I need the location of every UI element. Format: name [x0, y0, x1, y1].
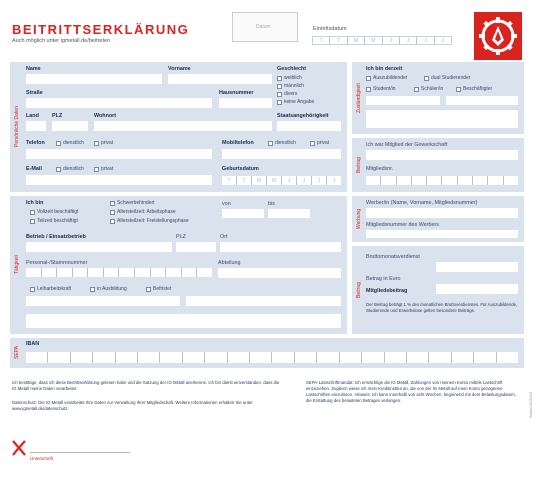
name-label: Name: [26, 66, 41, 72]
mitgliedsbeitrag-label: Mitgliedsbeitrag: [366, 288, 408, 294]
mitgliedsbeitrag-input[interactable]: [436, 284, 518, 294]
footer-consent-text: Ich bestätige, dass ich diese Beitrittserklärung gelesen habe und die Satzung der IG Metall anerkenne. Ich bin damit einverstanden, dass die IG Metall meine Daten verarbeitet.: [12, 380, 280, 391]
input-cell[interactable]: [458, 176, 473, 185]
input-cell[interactable]: [272, 352, 294, 363]
abteilung-label: Abteilung: [218, 260, 241, 266]
taetigkeit-beschreibung-input[interactable]: [26, 314, 341, 328]
input-cell[interactable]: T: [313, 37, 330, 44]
input-cell[interactable]: [295, 352, 317, 363]
input-cell[interactable]: M: [267, 176, 282, 185]
wohnort-label: Wohnort: [94, 113, 117, 119]
input-cell[interactable]: T: [330, 37, 347, 44]
input-cell[interactable]: [473, 176, 488, 185]
mitgliedsnr-input[interactable]: [366, 176, 518, 185]
atz-arbeitsphase-checkbox[interactable]: Altersteilzeit: Arbeitsphase: [110, 209, 176, 215]
sepa-section-label: SEPA: [14, 346, 20, 360]
betrieb-ort-input[interactable]: [220, 242, 341, 252]
taetigkeit-bis-input[interactable]: [186, 296, 341, 306]
checkbox-icon: [56, 141, 61, 146]
geschlecht-label: Geschlecht: [277, 66, 307, 72]
in-ausbildung-checkbox[interactable]: in Ausbildung: [90, 286, 127, 292]
input-cell[interactable]: [48, 352, 70, 363]
input-cell[interactable]: J: [441, 37, 445, 44]
gear-logo-icon: [474, 12, 522, 60]
bruttolohn-sub: Betrag in Euro: [366, 276, 401, 282]
werber-label: Werber/in (Name, Vorname, Mitgliedsnummer): [366, 200, 478, 206]
input-cell[interactable]: [205, 352, 227, 363]
gender-maennlich[interactable]: männlich: [277, 83, 304, 89]
personalnr-input[interactable]: [26, 268, 212, 277]
personal-section-label: Persönliche Daten: [14, 106, 20, 148]
von-input[interactable]: [222, 209, 264, 218]
betrieb-label: Betrieb / Einsatzbetrieb: [26, 234, 86, 240]
input-cell[interactable]: M: [252, 176, 267, 185]
hausnummer-input[interactable]: [219, 98, 272, 108]
status-beschaeftigter[interactable]: Beschäftigter: [456, 86, 492, 92]
input-cell[interactable]: [427, 176, 442, 185]
input-cell[interactable]: J: [400, 37, 417, 44]
checkbox-icon: [268, 141, 273, 146]
input-cell[interactable]: [488, 176, 503, 185]
mobil-dienstlich[interactable]: dienstlich: [268, 140, 296, 146]
checkbox-icon: [94, 167, 99, 172]
bruttolohn-label: Bruttomonatsverdienst: [366, 254, 420, 260]
input-cell[interactable]: J: [282, 176, 297, 185]
status-title: Ich bin derzeit: [366, 66, 403, 72]
hausnummer-label: Hausnummer: [219, 90, 254, 96]
checkbox-icon: [30, 287, 35, 292]
vorname-input[interactable]: [168, 74, 272, 84]
status-student[interactable]: Student/in: [366, 86, 396, 92]
mobil-label: Mobiltelefon: [222, 140, 254, 146]
input-cell[interactable]: J: [297, 176, 312, 185]
input-cell[interactable]: [497, 352, 518, 363]
input-cell[interactable]: T: [222, 176, 237, 185]
checkbox-icon: [110, 210, 115, 215]
input-cell[interactable]: [385, 352, 407, 363]
werber-input[interactable]: [366, 208, 518, 218]
checkbox-icon: [414, 87, 419, 92]
geburtsdatum-label: Geburtsdatum: [222, 166, 259, 172]
werbung-section-label: Werbung: [356, 208, 362, 230]
input-cell[interactable]: [183, 352, 205, 363]
input-cell[interactable]: [26, 352, 48, 363]
strasse-label: Straße: [26, 90, 43, 96]
beitrag-section-label: Beitrag: [356, 282, 362, 298]
vorname-label: Vorname: [168, 66, 191, 72]
input-cell[interactable]: M: [365, 37, 382, 44]
leiharbeit-checkbox[interactable]: Leiharbeitskraft: [30, 286, 71, 292]
input-cell[interactable]: [397, 176, 412, 185]
input-cell[interactable]: [362, 352, 384, 363]
input-cell[interactable]: [452, 352, 474, 363]
input-cell[interactable]: [474, 352, 496, 363]
ich-bin-label: Ich bin: [26, 200, 44, 206]
land-input[interactable]: [26, 121, 46, 131]
input-cell[interactable]: [366, 176, 381, 185]
input-cell[interactable]: J: [332, 177, 336, 184]
abteilung-input[interactable]: [218, 268, 341, 278]
checkbox-icon: [366, 87, 371, 92]
name-input[interactable]: [26, 74, 162, 84]
email-privat[interactable]: privat: [94, 166, 113, 172]
mobil-privat[interactable]: privat: [310, 140, 329, 146]
status-bis-input[interactable]: [446, 96, 518, 105]
email-label: E-Mail: [26, 166, 42, 172]
input-cell[interactable]: [119, 268, 135, 277]
telefon-input[interactable]: [26, 149, 212, 159]
input-cell[interactable]: [228, 352, 250, 363]
bruttolohn-input[interactable]: [436, 262, 518, 272]
footer-privacy-text: Datenschutz: Die IG Metall verarbeitet Ihre Daten zur Verwaltung Ihrer Mitgliedschaft. Weitere Informationen erhalten Sie unter www.igmetall.de/datenschutz.: [12, 400, 253, 411]
taetigkeit-section-label: Tätigkeit: [14, 255, 20, 275]
checkbox-icon: [366, 76, 371, 81]
atz-freistellung-checkbox[interactable]: Altersteilzeit: Freistellungsphase: [110, 218, 189, 224]
status-detail-input[interactable]: [366, 110, 518, 128]
checkbox-icon: [146, 287, 151, 292]
input-cell[interactable]: [42, 268, 58, 277]
land-label: Land: [26, 113, 39, 119]
input-cell[interactable]: [182, 268, 198, 277]
input-cell[interactable]: M: [348, 37, 365, 44]
staatsangehoerigkeit-label: Staatsangehörigkeit: [277, 113, 329, 119]
signature-mark-icon: [12, 440, 26, 461]
input-cell[interactable]: [57, 268, 73, 277]
checkbox-icon: [277, 92, 282, 97]
zustaendigkeit-section-label: Zuständigkeit: [356, 83, 362, 113]
input-cell[interactable]: T: [237, 176, 252, 185]
input-cell[interactable]: [116, 352, 138, 363]
input-cell[interactable]: [381, 176, 396, 185]
telefon-privat[interactable]: privat: [94, 140, 113, 146]
werber-nr-input[interactable]: [366, 230, 518, 238]
input-cell[interactable]: [340, 352, 362, 363]
form-title: BEITRITTSERKLÄRUNG: [12, 22, 190, 37]
beitrag-note: Der Beitrag beträgt 1 % des monatlichen Bruttoverdienstes. Für Auszubildende, Studierende und Erwerbslose gelten besondere Beiträge.: [366, 302, 518, 313]
checkbox-icon: [90, 287, 95, 292]
personalnr-label: Personal-/Stammnummer: [26, 260, 88, 266]
input-cell[interactable]: [135, 268, 151, 277]
input-cell[interactable]: J: [312, 176, 327, 185]
geburtsdatum-input[interactable]: [222, 176, 341, 185]
eintritt-label: Eintrittsdatum: [313, 26, 347, 32]
input-cell[interactable]: [197, 268, 212, 277]
status-von-input[interactable]: [366, 96, 440, 105]
form-code: Stand 01/2024: [528, 392, 533, 419]
checkbox-icon: [110, 219, 115, 224]
input-cell[interactable]: [26, 268, 42, 277]
checkbox-icon: [277, 84, 282, 89]
input-cell[interactable]: [429, 352, 451, 363]
schwerbehindert-checkbox[interactable]: Schwerbehindert: [110, 200, 155, 206]
gender-weiblich[interactable]: weiblich: [277, 75, 302, 81]
bis-input[interactable]: [268, 209, 310, 218]
eintritt-date-input[interactable]: [312, 36, 452, 45]
strasse-input[interactable]: [26, 98, 212, 108]
input-cell[interactable]: [317, 352, 339, 363]
betrieb-plz-label: PLZ: [176, 234, 186, 240]
betrieb-ort-label: Ort: [220, 234, 228, 240]
input-cell[interactable]: [88, 268, 104, 277]
input-cell[interactable]: [442, 176, 457, 185]
mitglied-title: Ich war Mitglied der Gewerkschaft: [366, 142, 448, 148]
teilzeit-checkbox[interactable]: Teilzeit beschäftigt: [30, 218, 78, 224]
input-cell[interactable]: [138, 352, 160, 363]
status-auszubildender[interactable]: Auszubildender: [366, 75, 407, 81]
igmetall-logo: [474, 12, 522, 60]
input-cell[interactable]: [504, 176, 518, 185]
status-dual-studierender[interactable]: dual Studierender: [424, 75, 470, 81]
status-schueler[interactable]: Schüler/in: [414, 86, 443, 92]
input-cell[interactable]: [250, 352, 272, 363]
input-cell[interactable]: [412, 176, 427, 185]
telefon-dienstlich[interactable]: dienstlich: [56, 140, 84, 146]
checkbox-icon: [56, 167, 61, 172]
bis-label: bis: [268, 201, 275, 207]
checkbox-icon: [30, 210, 35, 215]
input-cell[interactable]: [71, 352, 93, 363]
input-cell[interactable]: [160, 352, 182, 363]
input-cell[interactable]: J: [417, 37, 434, 44]
signature-line[interactable]: [30, 452, 130, 453]
signature-label: Unterschrift: [30, 456, 54, 461]
iban-label: IBAN: [26, 341, 40, 347]
input-cell[interactable]: [73, 268, 89, 277]
mitgliedsnr-label: Mitgliedsnr.: [366, 166, 394, 172]
input-cell[interactable]: [151, 268, 167, 277]
mobil-input[interactable]: [222, 149, 341, 159]
input-cell[interactable]: [104, 268, 120, 277]
vollzeit-checkbox[interactable]: Vollzeit beschäftigt: [30, 209, 78, 215]
checkbox-icon: [30, 219, 35, 224]
plz-label: PLZ: [52, 113, 63, 119]
checkbox-icon: [310, 141, 315, 146]
von-label: von: [222, 201, 231, 207]
footer-sepa-text: SEPA-Lastschriftmandat: Ich ermächtige die IG Metall, Zahlungen von meinem Konto mittels Lastschrift einzuziehen. Zugleich weise ich mein Kreditinstitut an, die von der IG Metall auf mein Konto gezogenen Lastschriften einzulösen. Hinweis: Ich kann innerhalb von acht Wochen, beginnend mit dem Belastungsdatum, die Erstattung des belasteten Betrages verlangen.: [306, 380, 516, 403]
date-label: Datum: [256, 24, 271, 30]
betrieb-plz-input[interactable]: [176, 242, 216, 252]
werber-nr-label: Mitgliedsnummer des Werbers: [366, 222, 439, 228]
taetigkeit-von-input[interactable]: [26, 296, 180, 306]
checkbox-icon: [94, 141, 99, 146]
checkbox-icon: [110, 201, 115, 206]
mitglied-section-label: Beitrag: [356, 157, 362, 173]
email-input[interactable]: [26, 175, 212, 185]
mitglied-gewerkschaft-input[interactable]: [366, 150, 518, 160]
iban-input[interactable]: [26, 352, 518, 363]
checkbox-icon: [424, 76, 429, 81]
checkbox-icon: [456, 87, 461, 92]
form-subtitle: Auch möglich unter igmetall.de/beitreten: [12, 38, 111, 44]
input-cell[interactable]: J: [383, 37, 400, 44]
plz-input[interactable]: [52, 121, 88, 131]
input-cell[interactable]: [93, 352, 115, 363]
telefon-label: Telefon: [26, 140, 45, 146]
checkbox-icon: [277, 100, 282, 105]
checkbox-icon: [277, 76, 282, 81]
wohnort-input[interactable]: [94, 121, 272, 131]
staatsangehoerigkeit-input[interactable]: [277, 121, 341, 131]
gender-divers[interactable]: divers: [277, 91, 297, 97]
input-cell[interactable]: [407, 352, 429, 363]
input-cell[interactable]: [166, 268, 182, 277]
betrieb-input[interactable]: [26, 242, 172, 252]
befristet-checkbox[interactable]: Befristet: [146, 286, 171, 292]
gender-keine-angabe[interactable]: keine Angabe: [277, 99, 314, 105]
email-dienstlich[interactable]: dienstlich: [56, 166, 84, 172]
